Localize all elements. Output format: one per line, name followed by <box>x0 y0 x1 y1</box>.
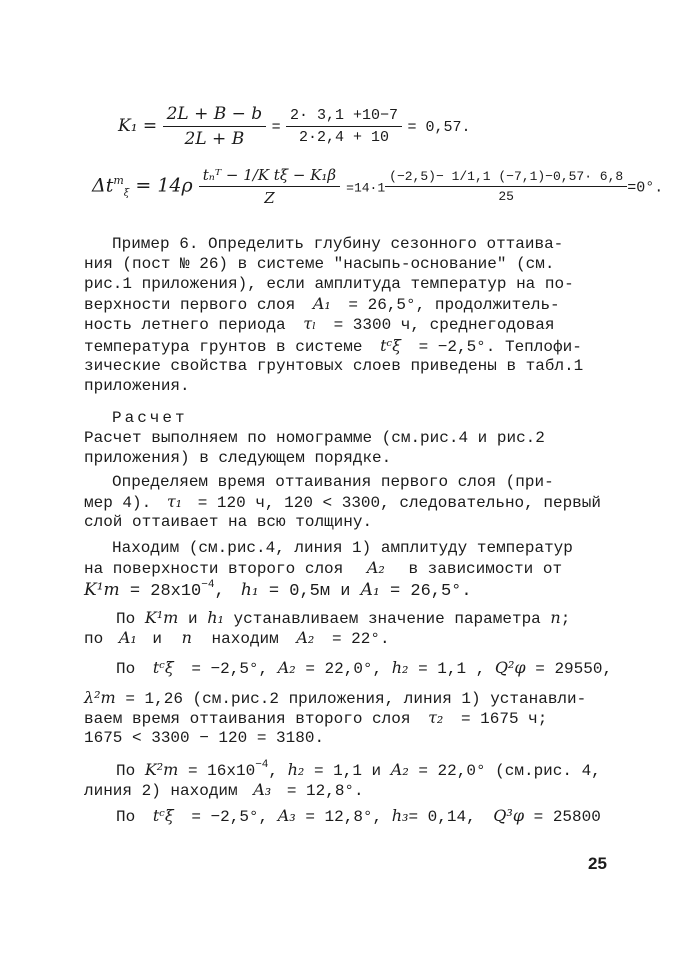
calc-line: По tᶜξ = −2,5°, A₂ = 22,0°, h₂ = 1,1 , Q²φ = 29550, <box>116 658 613 678</box>
symbol-n: n <box>181 628 192 647</box>
calc-line: По K¹т и h₁ устанавливаем значение параметра n; <box>116 608 571 628</box>
para-line: ность летнего периода τₗ = 3300 ч, среднегодовая <box>84 314 555 334</box>
calc-line: Определяем время оттаивания первого слоя (при- <box>112 473 554 491</box>
formula-k1-fraction-symbolic: $\frac{2L + B - b}{2L + B}$ <box>163 104 267 149</box>
symbol-kt1: K¹т <box>144 608 179 627</box>
symbol-tc: tᶜξ <box>380 336 401 355</box>
para-line: Пример 6. Определить глубину сезонного оттаива- <box>112 235 564 253</box>
calc-line-kt: $K^1т = 28x10^{-4}$, h₁ = 0,5м и A₁ = 26,5°. <box>84 579 472 601</box>
para-line: приложения. <box>84 377 190 395</box>
calc-line: по A₁ и n находим A₂ = 22°. <box>84 628 390 648</box>
calc-heading: Расчет <box>112 409 188 427</box>
symbol-a3: A₃ <box>277 806 296 825</box>
para-line: рис.1 приложения), если амплитуда температур на по- <box>84 275 574 293</box>
symbol-kt1: K¹т <box>84 580 120 600</box>
symbol-a3: A₃ <box>253 780 272 799</box>
symbol-h2: h₂ <box>391 658 409 677</box>
calc-line: Находим (см.рис.4, линия 1) амплитуду температур <box>112 539 573 557</box>
symbol-h1: h₁ <box>240 580 259 600</box>
formula-dt-lhs: Δt <box>92 174 114 197</box>
calc-line: линия 2) находим A₃ = 12,8°. <box>84 780 364 800</box>
formula-k1-lhs: K₁ = <box>118 116 158 136</box>
formula-dt-fraction-numeric: $\frac{(-2,5)- 1/1,1 (-7,1)-0,57\cdot 6,8}{25}$ <box>385 169 627 204</box>
calc-line: Расчет выполняем по номограмме (см.рис.4 и рис.2 <box>84 429 545 447</box>
formula-delta-t: $\Delta t^т_\xi = 14\rho$ $\frac{\text{tₙᵀ − 1/K tξ − K₁β}}{Z}$ =14·1 $\frac{(-2,5)- 1/1,1 (-7,1)-0,57\cdot 6,8}{25}$ =0°. <box>92 166 664 207</box>
symbol-n: n <box>550 608 561 627</box>
calc-line: λ²т = 1,26 (см.рис.2 приложения, линия 1) устанавли- <box>84 688 587 708</box>
calc-line: на поверхности второго слоя A₂ в зависимости от <box>84 558 563 578</box>
symbol-tau-1: τ₁ <box>166 492 183 511</box>
symbol-a1: A₁ <box>312 294 331 313</box>
formula-k1-result: = 0,57. <box>407 119 471 136</box>
symbol-a2: A₂ <box>277 658 296 677</box>
symbol-kt2: K²т <box>144 760 179 779</box>
formula-k1: K₁ = $\frac{2L + B - b}{2L + B}$ = $\frac{2\cdot 3,1 +10-7}{2\cdot 2,4 + 10}$ = 0,57. <box>118 104 471 149</box>
symbol-h3: h₃ <box>391 806 409 825</box>
calc-line: По tᶜξ = −2,5°, A₃ = 12,8°, h₃= 0,14, Q³φ = 25800 <box>116 806 601 826</box>
calc-line: мер 4). τ₁ = 120 ч, 120 < 3300, следовательно, первый <box>84 492 601 512</box>
symbol-h2: h₂ <box>287 760 305 779</box>
symbol-tc: tᶜξ <box>152 806 174 825</box>
calc-line: 1675 < 3300 − 120 = 3180. <box>84 729 325 747</box>
symbol-a1: A₁ <box>118 628 137 647</box>
symbol-h1: h₁ <box>207 608 224 627</box>
formula-dt-eq: = 14ρ <box>135 174 193 197</box>
calc-line: ваем время оттаивания второго слоя τ₂ = 1675 ч; <box>84 708 548 728</box>
formula-dt-fraction-symbolic: $\frac{\text{tₙᵀ − 1/K tξ − K₁β}}{Z}$ <box>199 166 340 207</box>
symbol-a2: A₂ <box>296 628 315 647</box>
symbol-tc: tᶜξ <box>152 658 174 677</box>
formula-k1-fraction-numeric: $\frac{2\cdot 3,1 +10-7}{2\cdot 2,4 + 10}$ <box>286 107 402 146</box>
symbol-lambda: λ²т <box>84 688 116 707</box>
para-line: ния (пост № 26) в системе "насыпь-основание" (см. <box>84 255 555 273</box>
para-line: зические свойства грунтовых слоев приведены в табл.1 <box>84 357 584 375</box>
para-line: температура грунтов в системе tᶜξ = −2,5°. Теплофи- <box>84 336 582 356</box>
symbol-a2: A₂ <box>390 760 409 779</box>
symbol-q3: Q³φ <box>493 806 525 825</box>
formula-dt-result: =0°. <box>627 179 664 197</box>
symbol-a1: A₁ <box>360 580 380 600</box>
calc-line: слой оттаивает на всю толщину. <box>84 513 373 531</box>
symbol-a2: A₂ <box>366 558 385 577</box>
calc-line: приложения) в следующем порядке. <box>84 449 392 467</box>
symbol-q2: Q²φ <box>494 658 526 677</box>
symbol-tau-l: τₗ <box>303 314 316 333</box>
para-line: верхности первого слоя A₁ = 26,5°, продолжитель- <box>84 294 560 314</box>
page-number: 25 <box>588 854 607 873</box>
calc-line: По $K^2т = 16x10^{-4}$, h₂ = 1,1 и A₂ = 22,0° (см.рис. 4, <box>116 759 601 780</box>
symbol-tau-2: τ₂ <box>428 708 444 727</box>
